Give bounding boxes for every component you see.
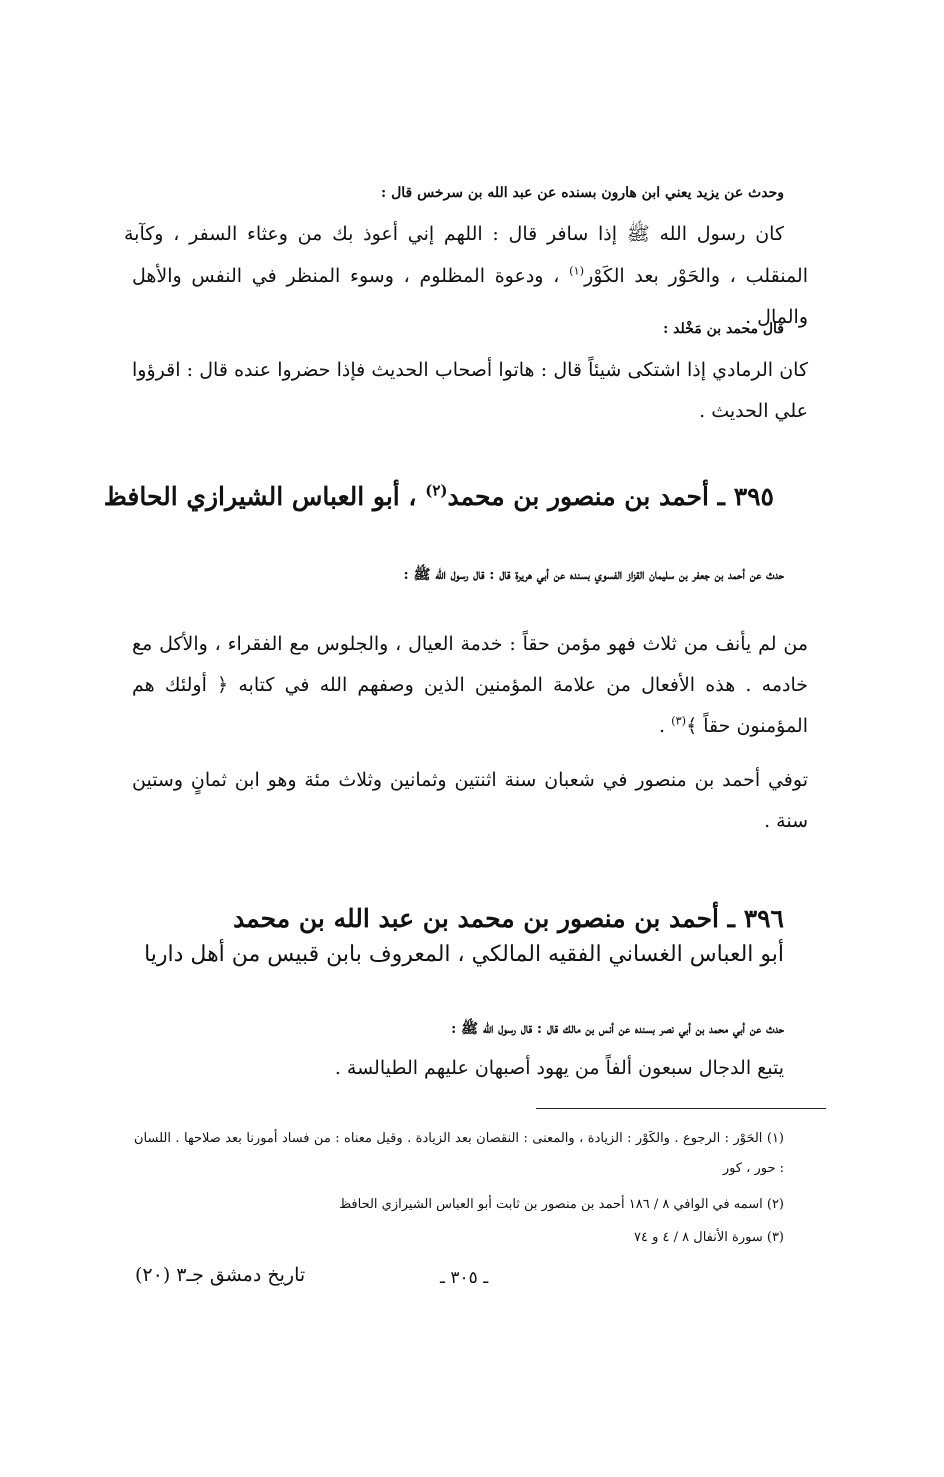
footnote-2: (٢) اسمه في الوافي ٨ / ١٨٦ أحمد بن منصور بن ثابت أبو العباس الشيرازي الحافظ <box>339 1197 784 1212</box>
footnote-3: (٣) سورة الأنفال ٨ / ٤ و ٧٤ <box>634 1230 784 1245</box>
biography-heading <box>103 481 774 511</box>
biography-subheading: أبو العباس الغساني الفقيه المالكي ، المعروف بابن قبيس من أهل داريا <box>144 942 784 967</box>
hadith-text-part: من لم يأنف من ثلاث فهو مؤمن حقاً : خدمة العيال ، والجلوس مع الفقراء ، والأكل مع خادمه . هذه الأفعال من علامة المؤمنين الذين وصفهم الله في كتابه ﴿ أولئك هم المؤمنون حقاً ﴾ <box>132 633 808 737</box>
footnote-marker: (١) <box>569 263 585 278</box>
death-note: توفي أحمد بن منصور في شعبان سنة اثنتين وثمانين وثلاث مئة وهو ابن ثمانٍ وستين سنة . <box>132 769 808 832</box>
biography-heading: ٣٩٦ ـ أحمد بن منصور بن محمد بن عبد الله بن محمد <box>233 904 784 933</box>
hadith-text-part: . <box>658 715 672 737</box>
hadith-text-part: المنقلب ، والحَوْر بعد الكَوْر <box>584 265 808 287</box>
isnad-line: حدث عن أبي محمد بن أبي نصر بسنده عن أنس بن مالك قال : قال رسول الله ﷺ : <box>451 1021 784 1037</box>
isnad-line: حدث عن أحمد بن جعفر بن سليمان القزاز الفسوي بسنده عن أبي هريرة قال : قال رسول الله ﷺ : <box>403 567 784 583</box>
narrator-line: قال محمد بن مَخْلد : <box>663 321 784 337</box>
hadith-text: كان رسول الله ﷺ إذا سافر قال : اللهم إني أعوذ بك من وعثاء السفر ، وكآبة <box>124 223 784 245</box>
book-reference: تاريخ دمشق جـ٣ (٢٠) <box>135 1264 306 1286</box>
hadith-text-part: ، ودعوة المظلوم ، وسوء المنظر في النفس والأهل والمال . <box>132 265 808 328</box>
report-text: كان الرمادي إذا اشتكى شيئاً قال : هاتوا أصحاب الحديث فإذا حضروا عنده قال : اقرؤوا علي الحديث . <box>132 359 808 422</box>
heading-part: ٣٩٥ ـ أحمد بن منصور بن محمد <box>447 482 774 511</box>
footnote-marker: (٣) <box>671 713 687 728</box>
page-number: ـ ٣٠٥ ـ <box>440 1268 489 1288</box>
footnote-1: (١) الحَوْر : الرجوع . والكَوْر : الزيادة ، والمعنى : النقصان بعد الزيادة . وقيل معناه : من فساد أمورنا بعد صلاحها . اللسان : حور ، كور <box>134 1131 784 1176</box>
isnad-line: وحدث عن يزيد يعني ابن هارون بسنده عن عبد الله بن سرخس قال : <box>381 185 784 201</box>
footnote-separator <box>536 1108 826 1109</box>
footnote-marker: (٢) <box>425 481 448 500</box>
hadith-text: يتبع الدجال سبعون ألفاً من يهود أصبهان عليهم الطيالسة . <box>334 1057 784 1079</box>
hadith-text <box>132 624 808 747</box>
heading-part: ، أبو العباس الشيرازي الحافظ <box>103 482 426 511</box>
